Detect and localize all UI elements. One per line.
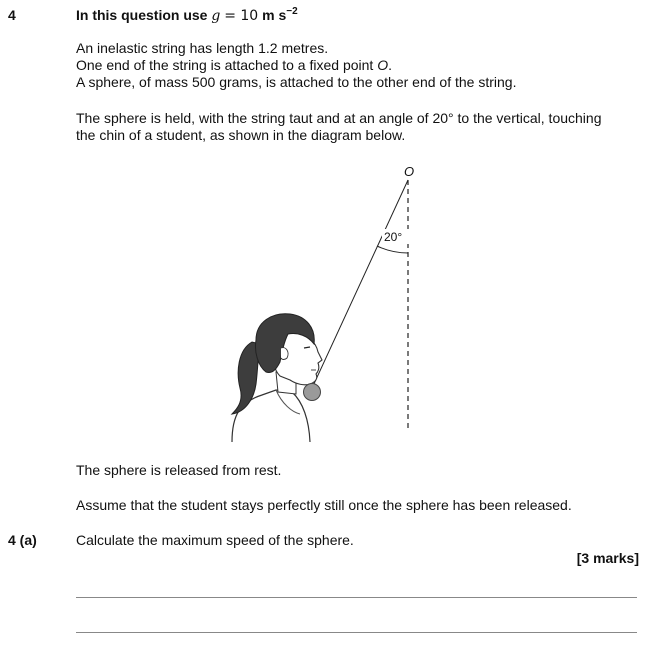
g-value: = 10 [224, 8, 259, 24]
part-a-question: Calculate the maximum speed of the sphere. [76, 532, 354, 548]
heading-prefix: In this question use [76, 7, 208, 23]
part-a-marks: [3 marks] [576, 550, 639, 566]
angle-arc [377, 246, 408, 253]
fixed-point-label: O [377, 57, 389, 73]
intro-line-2-end: . [388, 57, 392, 73]
angle-label: 20° [384, 230, 403, 244]
question-number: 4 [8, 7, 16, 23]
assume-text: Assume that the student stays perfectly still once the sphere has been released. [76, 497, 572, 513]
g-units: m s [262, 7, 287, 23]
part-a-label: 4 (a) [8, 532, 37, 548]
sphere [304, 384, 321, 401]
string [313, 180, 408, 386]
student-figure [232, 314, 322, 442]
intro-line-1: An inelastic string has length 1.2 metres. [76, 40, 329, 56]
intro-line-2-text: One end of the string is attached to a fixed point [76, 57, 374, 73]
student-ear [281, 348, 288, 360]
released-text: The sphere is released from rest. [76, 462, 282, 478]
point-o-label: O [404, 164, 415, 179]
answer-line-2[interactable] [76, 632, 637, 633]
g-exponent: −2 [286, 6, 298, 17]
setup-line-1: The sphere is held, with the string taut and at an angle of 20° to the vertical, touching [76, 110, 602, 126]
intro-line-3: A sphere, of mass 500 grams, is attached to the other end of the string. [76, 74, 517, 90]
g-symbol: g [211, 8, 221, 24]
answer-line-1[interactable] [76, 597, 637, 598]
setup-line-2: the chin of a student, as shown in the diagram below. [76, 127, 406, 143]
